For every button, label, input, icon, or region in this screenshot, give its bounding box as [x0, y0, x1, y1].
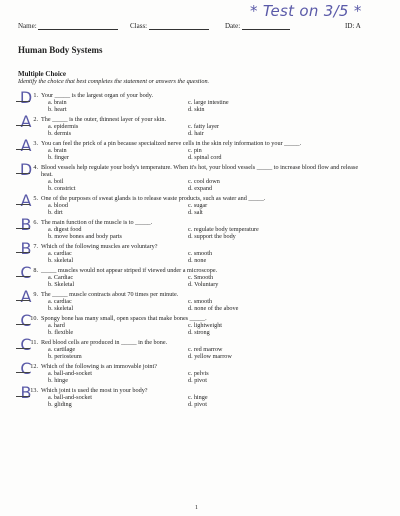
handwritten-answer: B [20, 239, 32, 258]
question-item [0, 160, 400, 195]
answer-option: a. blood [48, 202, 68, 209]
question-stem: Which of the following muscles are voluntary? [41, 243, 158, 250]
answer-option: d. salt [188, 209, 203, 216]
name-line [38, 22, 118, 30]
handwritten-answer: C [20, 311, 32, 330]
question-item [0, 88, 400, 116]
answer-option: c. lightweight [188, 322, 223, 329]
class-field [130, 22, 209, 30]
answer-option: c. fatty layer [188, 123, 220, 130]
section-heading: Multiple Choice [18, 70, 67, 78]
question-stem: Your _____ is the largest organ of your body. [41, 92, 153, 99]
question-number: 7. [33, 243, 38, 250]
question-number: 10. [30, 315, 38, 322]
question-stem: One of the purposes of sweat glands is to release waste products, such as water and _____. [41, 195, 266, 202]
answer-option: b. periosteum [48, 353, 82, 360]
answer-option: d. yellow marrow [188, 353, 232, 360]
question-stem: Which joint is used the most in your body? [41, 387, 148, 394]
answer-option: c. smooth [188, 250, 213, 257]
question-stem: Spongy bone has many small, open spaces that make bones _____. [41, 315, 207, 322]
answer-option: b. finger [48, 154, 69, 161]
options-grid [48, 322, 368, 336]
answer-option: b. gliding [48, 401, 72, 408]
id-label: ID: A [345, 22, 361, 30]
options-grid [48, 346, 368, 360]
answer-option: b. flexible [48, 329, 74, 336]
answer-blank [16, 228, 30, 229]
answer-option: a. brain [48, 147, 67, 154]
name-label: Name: [18, 22, 37, 30]
answer-blank [16, 204, 30, 205]
answer-option: d. none [188, 257, 207, 264]
answer-option: a. boil [48, 178, 64, 185]
answer-option: d. none of the above [188, 305, 239, 312]
answer-blank [16, 173, 30, 174]
answer-option: b. skeletal [48, 305, 74, 312]
question-number: 2. [33, 116, 38, 123]
handwritten-answer: A [20, 136, 32, 155]
answer-blank [16, 324, 30, 325]
answer-option: b. Skeletal [48, 281, 75, 288]
date-line [242, 22, 290, 30]
answer-blank [16, 372, 30, 373]
answer-option: c. hinge [188, 394, 208, 401]
options-grid [48, 250, 368, 264]
handwritten-answer: C [20, 263, 32, 282]
options-grid [48, 202, 368, 216]
page-number: 1 [195, 505, 198, 511]
answer-option: a. hard [48, 322, 65, 329]
handwritten-answer: A [20, 191, 32, 210]
name-field [18, 22, 118, 30]
options-grid [48, 147, 368, 161]
answer-option: d. hair [188, 130, 204, 137]
answer-option: d. pivot [188, 377, 207, 384]
answer-option: a. epidermis [48, 123, 79, 130]
question-number: 6. [33, 219, 38, 226]
question-item [0, 311, 400, 339]
question-list [0, 88, 400, 411]
question-item [0, 112, 400, 140]
question-number: 13. [30, 387, 38, 394]
answer-option: a. ball-and-socket [48, 394, 92, 401]
options-grid [48, 370, 368, 384]
question-number: 8. [33, 267, 38, 274]
answer-option: c. sugar [188, 202, 208, 209]
handwritten-answer: D [19, 88, 33, 107]
answer-option: a. cardiac [48, 298, 72, 305]
question-item [0, 239, 400, 267]
options-grid [48, 123, 368, 137]
question-item [0, 287, 400, 315]
question-stem: You can feel the prick of a pin because specialized nerve cells in the skin rely information to your _____. [41, 140, 302, 147]
handwritten-answer: B [20, 215, 32, 234]
question-number: 3. [33, 140, 38, 147]
options-grid [48, 178, 368, 192]
question-number: 1. [33, 92, 38, 99]
question-stem: The _____ muscle contracts about 70 times per minute. [41, 291, 179, 298]
answer-option: d. Voluntary [188, 281, 219, 288]
answer-option: a. ball-and-socket [48, 370, 92, 377]
answer-option: d. support the body [188, 233, 236, 240]
handwritten-note: * Test on 3/5 * [250, 2, 362, 20]
answer-option: d. spinal cord [188, 154, 222, 161]
question-item [0, 383, 400, 411]
answer-option: a. brain [48, 99, 67, 106]
handwritten-answer: C [20, 359, 32, 378]
answer-option: c. pin [188, 147, 202, 154]
page-title: Human Body Systems [18, 45, 103, 55]
answer-blank [16, 300, 30, 301]
class-line [149, 22, 209, 30]
answer-option: c. large intestine [188, 99, 229, 106]
answer-blank [16, 396, 30, 397]
date-field [225, 22, 290, 30]
answer-option: c. pelvis [188, 370, 209, 377]
answer-blank [16, 125, 30, 126]
answer-option: b. dermis [48, 130, 72, 137]
answer-option: c. red marrow [188, 346, 223, 353]
question-item [0, 359, 400, 387]
answer-option: b. move bones and body parts [48, 233, 122, 240]
options-grid [48, 274, 368, 288]
question-number: 11. [30, 339, 38, 346]
handwritten-answer: C [20, 335, 32, 354]
answer-blank [16, 149, 30, 150]
answer-option: d. strong [188, 329, 210, 336]
answer-option: d. expand [188, 185, 213, 192]
answer-option: a. cartilage [48, 346, 76, 353]
handwritten-answer: B [20, 383, 32, 402]
class-label: Class: [130, 22, 148, 30]
question-number: 12. [30, 363, 38, 370]
question-item [0, 191, 400, 219]
date-label: Date: [225, 22, 241, 30]
options-grid [48, 394, 368, 408]
question-item [0, 263, 400, 291]
answer-blank [16, 276, 30, 277]
options-grid [48, 99, 368, 113]
answer-blank [16, 101, 30, 102]
answer-option: b. dirt [48, 209, 63, 216]
question-item [0, 335, 400, 363]
question-stem: Red blood cells are produced in _____ in the bone. [41, 339, 168, 346]
question-number: 9. [33, 291, 38, 298]
question-stem: _____ muscles would not appear striped if viewed under a microscope. [41, 267, 218, 274]
answer-option: d. pivot [188, 401, 207, 408]
answer-option: c. cool down [188, 178, 220, 185]
answer-option: c. regulate body temperature [188, 226, 259, 233]
answer-option: b. hinge [48, 377, 68, 384]
question-item [0, 215, 400, 243]
handwritten-answer: A [20, 112, 32, 131]
question-stem: The _____ is the outer, thinnest layer of your skin. [41, 116, 167, 123]
handwritten-answer: D [19, 160, 33, 179]
answer-option: c. smooth [188, 298, 213, 305]
answer-option: b. heart [48, 106, 67, 113]
question-number: 5. [33, 195, 38, 202]
answer-option: a. cardiac [48, 250, 72, 257]
answer-option: d. skin [188, 106, 205, 113]
question-stem: Blood vessels help regulate your body's temperature. When it's hot, your blood vessels _____ to increase blood flow and release heat. [41, 164, 359, 178]
answer-option: a. Cardiac [48, 274, 74, 281]
answer-option: b. constrict [48, 185, 76, 192]
question-stem: Which of the following is an immovable joint? [41, 363, 157, 370]
question-item [0, 136, 400, 164]
question-stem: The main function of the muscle is to _____. [41, 219, 153, 226]
answer-option: b. skeletal [48, 257, 74, 264]
instructions: Identify the choice that best completes the statement or answers the question. [18, 78, 210, 85]
options-grid [48, 226, 368, 240]
handwritten-answer: A [20, 287, 32, 306]
question-number: 4. [33, 164, 38, 171]
answer-option: a. digest food [48, 226, 82, 233]
options-grid [48, 298, 368, 312]
answer-blank [16, 252, 30, 253]
answer-option: c. Smooth [188, 274, 214, 281]
answer-blank [16, 348, 30, 349]
